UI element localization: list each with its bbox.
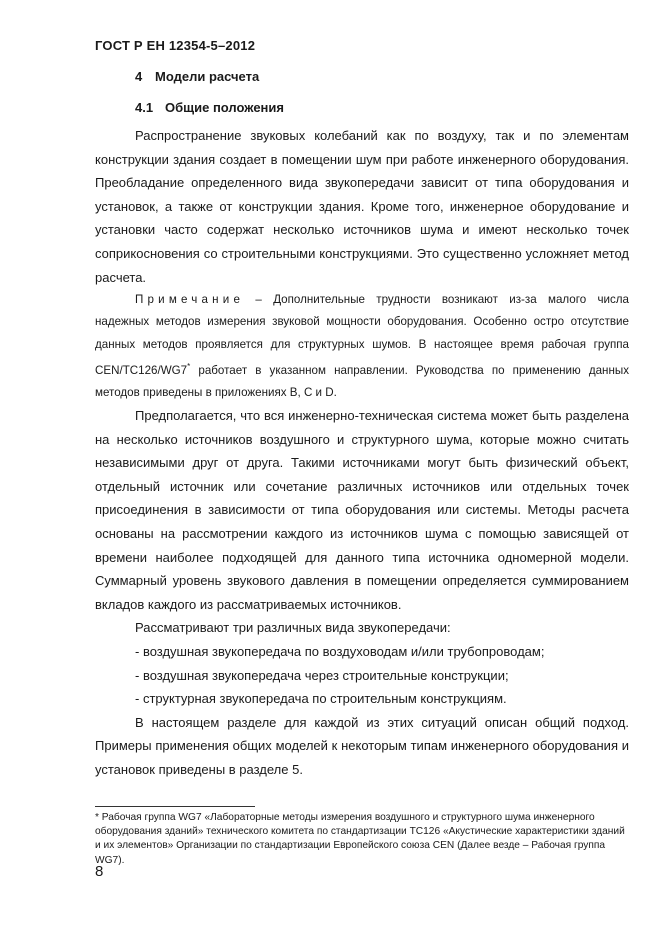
note-text-b: работает в указанном направлении. Руководства по применению данных методов приведены в приложениях В, С и D. [95,363,629,399]
footnote: * Рабочая группа WG7 «Лабораторные методы измерения воздушного и структурного шума инженерного оборудования зданий» технического комитета по стандартизации ТС126 «Акустические характеристики зданий и их элементов» Организации по стандартизации Европейского союза CEN (Далее везде – Рабочая группа WG7). [95,812,625,866]
note-text-a: – Дополнительные трудности возникают из-за малого числа надежных методов измерения звуковой мощности оборудования. Особенно остро отсутствие данных методов проявляется для структурных шумов. В настоящее время рабочая группа CEN/TC126/WG7 [95,293,629,377]
note-paragraph [95,289,629,404]
document-header: ГОСТ Р ЕН 12354-5–2012 [95,38,256,53]
list-item-2: - воздушная звукопередача через строительные конструкции; [135,667,509,683]
section-title: Модели расчета [155,69,260,84]
paragraph-1: Распространение звуковых колебаний как по воздуху, так и по элементам конструкции здания создает в помещении шум при работе инженерного оборудования. Преобладание определенного вида звукопередачи зависит от типа оборудования и установок, а также от конструкции здания. Кроме того, инженерное оборудование и установки часто содержат несколько источников шума и имеют несколько точек соприкосновения со строительными конструкциями. Это существенно усложняет метод расчета. [95,128,629,285]
paragraph-4: В настоящем разделе для каждой из этих ситуаций описан общий подход. Примеры применения общих моделей к некоторым типам инженерного оборудования и установок приведены в разделе 5. [95,714,629,777]
section-number: 4 [135,69,143,84]
list-item-3: - структурная звукопередача по строительным конструкциям. [135,691,507,707]
paragraph-2: Предполагается, что вся инженерно-техническая система может быть разделена на несколько источников воздушного и структурного шума, которые можно считать независимыми друг от друга. Такими источниками могут быть физический объект, отдельный источник или сочетание различных источников или отдельных точек присоединения в зависимости от типа оборудования или системы. Методы расчета основаны на рассмотрении каждого из источников шума с помощью зависящей от времени наиболее подходящей для данного типа источника одномерной модели. Суммарный уровень звукового давления в помещении определяется суммированием вкладов каждого из рассматриваемых источников. [95,408,629,612]
list-item-1: - воздушная звукопередача по воздуховодам и/или трубопроводам; [135,643,545,659]
main-text [95,124,629,782]
paragraph-3: Рассматривают три различных вида звукопередачи: [135,620,451,636]
subsection-title: Общие положения [165,100,284,115]
subsection-heading [135,100,284,115]
page-number: 8 [95,863,104,880]
note-label: Примечание [135,293,245,307]
subsection-number: 4.1 [135,100,154,115]
footnote-marker: * [187,361,191,371]
section-heading [135,69,259,84]
footnote-divider [95,806,255,807]
